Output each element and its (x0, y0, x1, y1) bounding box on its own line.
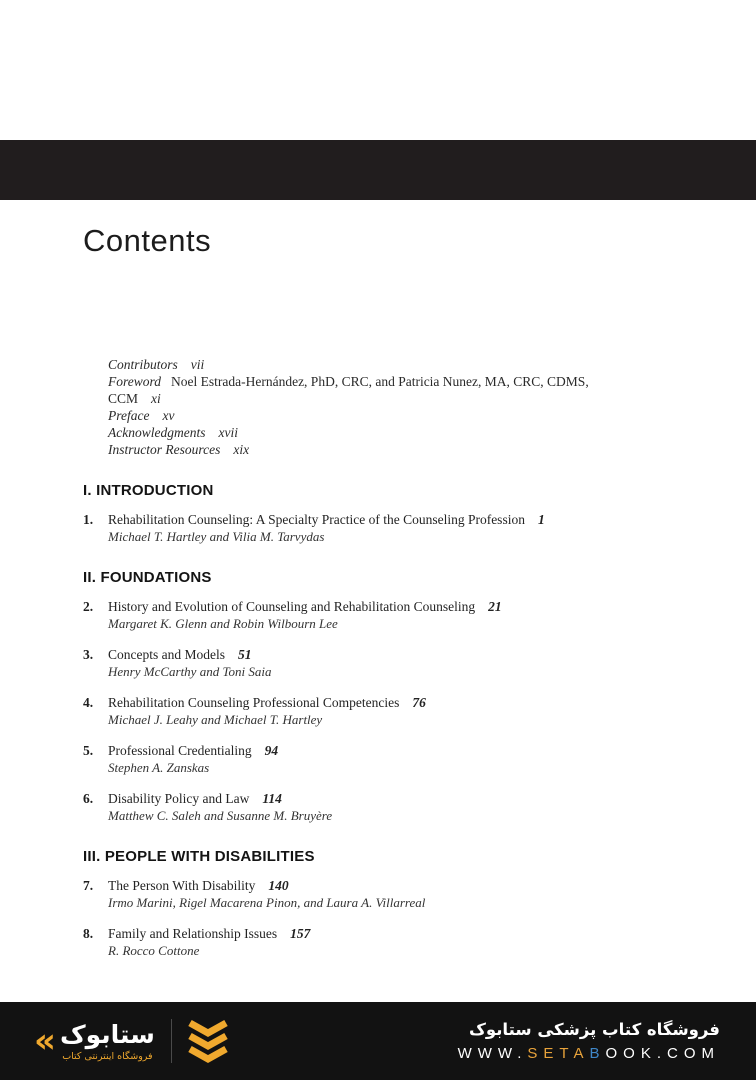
page-title: Contents (83, 223, 212, 258)
url-www: WWW. (457, 1045, 528, 1062)
front-matter-page: xi (151, 391, 161, 406)
chapter-title: Concepts and Models (108, 647, 225, 662)
section-heading: III. PEOPLE WITH DISABILITIES (83, 848, 315, 865)
front-matter-entry (108, 373, 623, 407)
front-matter-page: xv (162, 408, 175, 423)
section-heading: II. FOUNDATIONS (83, 569, 212, 586)
chapter-title-line (108, 790, 703, 807)
front-matter-entry (108, 441, 623, 458)
chapter-number: 1. (83, 512, 94, 527)
chapter-title: Professional Credentialing (108, 743, 252, 758)
chapter-number: 4. (83, 695, 94, 710)
chapter-title: Disability Policy and Law (108, 791, 250, 806)
chapter-number: 7. (83, 878, 94, 893)
chapter-number: 6. (83, 791, 94, 806)
toc-section-people-with-disabilities (83, 848, 703, 959)
front-matter-detail: Noel Estrada-Hernández, PhD, CRC, and Patricia Nunez, MA, CRC, CDMS, CCM (108, 374, 589, 406)
front-matter-label: Acknowledgments (108, 425, 206, 440)
front-matter-label: Foreword (108, 374, 161, 389)
chapter-entry (83, 694, 703, 728)
chapter-page: 94 (264, 743, 279, 758)
chapter-page: 76 (412, 695, 426, 710)
front-matter-label: Instructor Resources (108, 442, 221, 457)
chapter-page: 114 (262, 791, 282, 806)
url-ook-com: OOK.COM (605, 1045, 720, 1062)
chapter-title: Rehabilitation Counseling: A Specialty Practice of the Counseling Profession (108, 512, 525, 527)
chapter-entry (83, 925, 703, 959)
front-matter-page: xix (233, 442, 250, 457)
front-matter-page: vii (190, 357, 205, 372)
chapter-authors: Michael J. Leahy and Michael T. Hartley (108, 712, 323, 727)
chapter-title-line (108, 742, 703, 759)
front-matter-entry (108, 424, 623, 441)
chapter-title: History and Evolution of Counseling and Rehabilitation Counseling (108, 599, 476, 614)
chapter-authors: Henry McCarthy and Toni Saia (108, 664, 272, 679)
chapter-authors: Matthew C. Saleh and Susanne M. Bruyère (108, 808, 333, 823)
chapter-title-line (108, 598, 703, 615)
site-footer (0, 1002, 756, 1080)
website-url (458, 1045, 720, 1062)
front-matter-page: xvii (218, 425, 238, 440)
chapter-entry (83, 511, 703, 545)
chapter-authors: Michael T. Hartley and Vilia M. Tarvydas (108, 529, 325, 544)
section-heading: I. INTRODUCTION (83, 482, 214, 499)
chapter-title: Rehabilitation Counseling Professional Competencies (108, 695, 400, 710)
chapter-number: 8. (83, 926, 94, 941)
url-b: B (589, 1045, 606, 1062)
front-matter-label: Contributors (108, 357, 178, 372)
url-seta: SETA (527, 1045, 590, 1062)
front-matter-entry (108, 407, 623, 424)
chapter-entry (83, 646, 703, 680)
front-matter-label: Preface (108, 408, 150, 423)
chapter-page: 1 (537, 512, 545, 527)
toc-section-foundations (83, 569, 703, 824)
chapter-page: 157 (290, 926, 311, 941)
chapter-title-line (108, 877, 703, 894)
setabook-logo (34, 1021, 155, 1062)
stacked-chevrons-book-icon (186, 1017, 230, 1065)
footer-divider (171, 1019, 172, 1063)
chapter-entry (83, 790, 703, 824)
front-matter-list (108, 356, 623, 458)
chapter-authors: Stephen A. Zanskas (108, 760, 210, 775)
chapter-authors: R. Rocco Cottone (108, 943, 200, 958)
chapter-authors: Margaret K. Glenn and Robin Wilbourn Lee (108, 616, 338, 631)
chapter-title-line (108, 925, 703, 942)
front-matter-entry (108, 356, 623, 373)
chapter-title-line (108, 694, 703, 711)
logo-tagline: فروشگاه اینترنتی کتاب (62, 1050, 153, 1062)
chapter-title-line (108, 511, 703, 528)
chapter-title: Family and Relationship Issues (108, 926, 278, 941)
top-banner-bar (0, 140, 756, 200)
chapter-number: 5. (83, 743, 94, 758)
logo-chevron-icon: « (34, 1021, 56, 1061)
chapter-title-line (108, 646, 703, 663)
chapter-entry (83, 742, 703, 776)
toc-section-introduction (83, 482, 703, 545)
chapter-title: The Person With Disability (108, 878, 256, 893)
chapter-authors: Irmo Marini, Rigel Macarena Pinon, and Laura A. Villarreal (108, 895, 426, 910)
chapter-number: 3. (83, 647, 94, 662)
chapter-entry (83, 877, 703, 911)
chapter-number: 2. (83, 599, 94, 614)
chapter-page: 21 (488, 599, 502, 614)
chapter-page: 51 (238, 647, 252, 662)
toc-page (83, 222, 703, 973)
chapter-entry (83, 598, 703, 632)
logo-wordmark: ستابوک (59, 1019, 155, 1049)
store-name: فروشگاه کتاب پزشکی ستابوک (469, 1020, 720, 1039)
chapter-page: 140 (268, 878, 289, 893)
